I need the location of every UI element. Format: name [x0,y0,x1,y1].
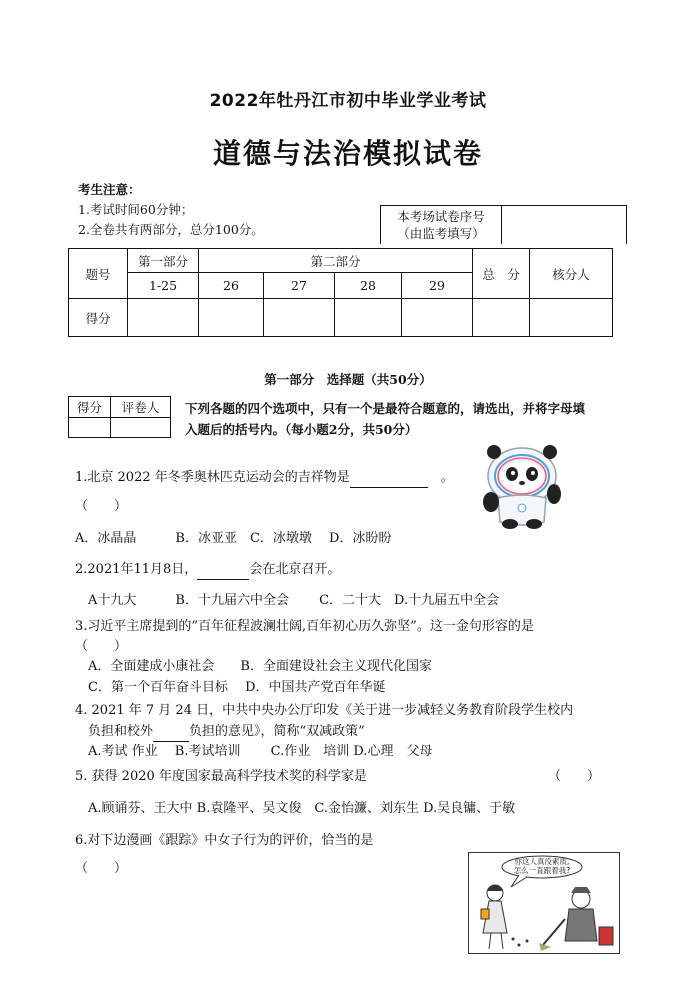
th-q29: 29 [402,273,473,299]
cartoon-speech-line1: 你这人真没素质, [514,857,570,866]
notice-line-1: 1.考试时间60分钟； [78,202,194,217]
q2-stem [75,558,340,580]
paper-title: 道德与法治模拟试卷 [212,137,483,170]
seq-box-label [381,206,502,245]
seq-label-line1: 本考场试卷序号 [397,209,485,224]
q1-stem-text: 1.北京 2022 年冬季奥林匹克运动会的吉祥物是 [75,470,350,485]
q2-options[interactable]: A十九大 B．十九届六中全会 C．二十大 D.十九届五中全会 [88,593,500,608]
score-cell-29[interactable] [402,299,473,337]
th-q27: 27 [264,273,335,299]
th-reviewer: 核分人 [530,249,613,299]
q5-stem: 5. 获得 2020 年度国家最高科学技术奖的科学家是 [75,769,367,784]
th-q26: 26 [199,273,264,299]
cartoon-speech [504,857,580,875]
q1-stem [75,466,454,488]
section1-title: 第一部分 选择题（共50分） [264,372,432,387]
th-part1: 第一部分 [128,249,199,273]
notice-heading: 考生注意： [78,182,141,197]
q4-stem-2b: 负担的意见》，简称“双减政策” [189,724,365,739]
seq-number-cell[interactable] [502,206,627,245]
instruction-line2: 入题后的括号内。（每小题2分，共50分） [185,422,418,437]
seq-label-line2: （由监考填写） [397,226,485,241]
section1-instruction [185,398,585,440]
th-range: 1-25 [128,273,199,299]
q4-stem-2a: 负担和校外 [88,724,154,739]
score-cell-part1[interactable] [128,299,199,337]
q1-stem-end: 。 [440,470,454,485]
q3-stem: 3.习近平主席提到的”百年征程波澜壮阔,百年初心历久弥坚”。这一金句形容的是 [75,619,534,634]
q4-stem-1: 4. 2021 年 7 月 24 日，中共中央办公厅印发《关于进一步减轻义务教育阶段学生校内 [75,703,574,718]
th-part2: 第二部分 [199,249,473,273]
mini-score-table [68,396,171,438]
q2-stem-a: 2.2021年11月8日， [75,562,198,577]
q3-paren[interactable]: （ ） [75,639,128,654]
score-cell-total[interactable] [473,299,530,337]
score-row-label: 得分 [69,299,128,337]
q5-options[interactable]: A.顾诵芬、王大中 B.袁隆平、吴文俊 C.金怡濂、刘东生 D.吴良镛、于敏 [88,801,516,816]
q6-paren[interactable]: （ ） [75,861,128,876]
tracking-cartoon-image [468,852,620,954]
notice-line-2: 2.全卷共有两部分，总分100分。 [78,222,264,237]
cartoon-speech-line2: 怎么一直跟着我? [513,866,571,875]
score-cell-27[interactable] [264,299,335,337]
q3-options-2[interactable]: C．第一个百年奋斗目标 D．中国共产党百年华诞 [88,680,386,695]
q2-stem-b: 会在北京召开。 [249,562,341,577]
score-cell-26[interactable] [199,299,264,337]
mini-grader-label: 评卷人 [111,397,171,418]
q4-blank[interactable] [153,720,189,742]
q4-options[interactable]: A.考试 作业 B.考试培训 C.作业 培训 D.心理 父母 [88,744,433,759]
q2-blank[interactable] [197,558,249,580]
mini-score-label: 得分 [69,397,111,418]
score-table [68,248,613,337]
q1-options[interactable]: A．冰晶晶 B．冰亚亚 C．冰墩墩 D．冰盼盼 [75,531,392,546]
th-question: 题号 [69,249,128,299]
mini-grader-cell[interactable] [111,418,171,438]
q6-stem: 6.对下边漫画《跟踪》中女子行为的评价，恰当的是 [75,833,374,848]
q1-paren[interactable]: （ ） [75,499,128,514]
q4-stem-2 [88,720,365,742]
seq-box [380,205,627,244]
q3-options-1[interactable]: A．全面建成小康社会 B．全面建设社会主义现代化国家 [88,659,432,674]
exam-title: 2022年牡丹江市初中毕业学业考试 [209,91,487,111]
instruction-line1: 下列各题的四个选项中，只有一个是最符合题意的，请选出，并将字母填 [185,401,586,416]
th-total: 总 分 [473,249,530,299]
th-q28: 28 [335,273,402,299]
mini-score-cell[interactable] [69,418,111,438]
score-cell-28[interactable] [335,299,402,337]
candidate-notice [78,180,264,240]
bing-dwen-dwen-mascot-image [478,440,566,530]
score-cell-reviewer[interactable] [530,299,613,337]
q5-paren[interactable]: （ ） [548,769,601,784]
q1-blank[interactable] [350,466,428,488]
